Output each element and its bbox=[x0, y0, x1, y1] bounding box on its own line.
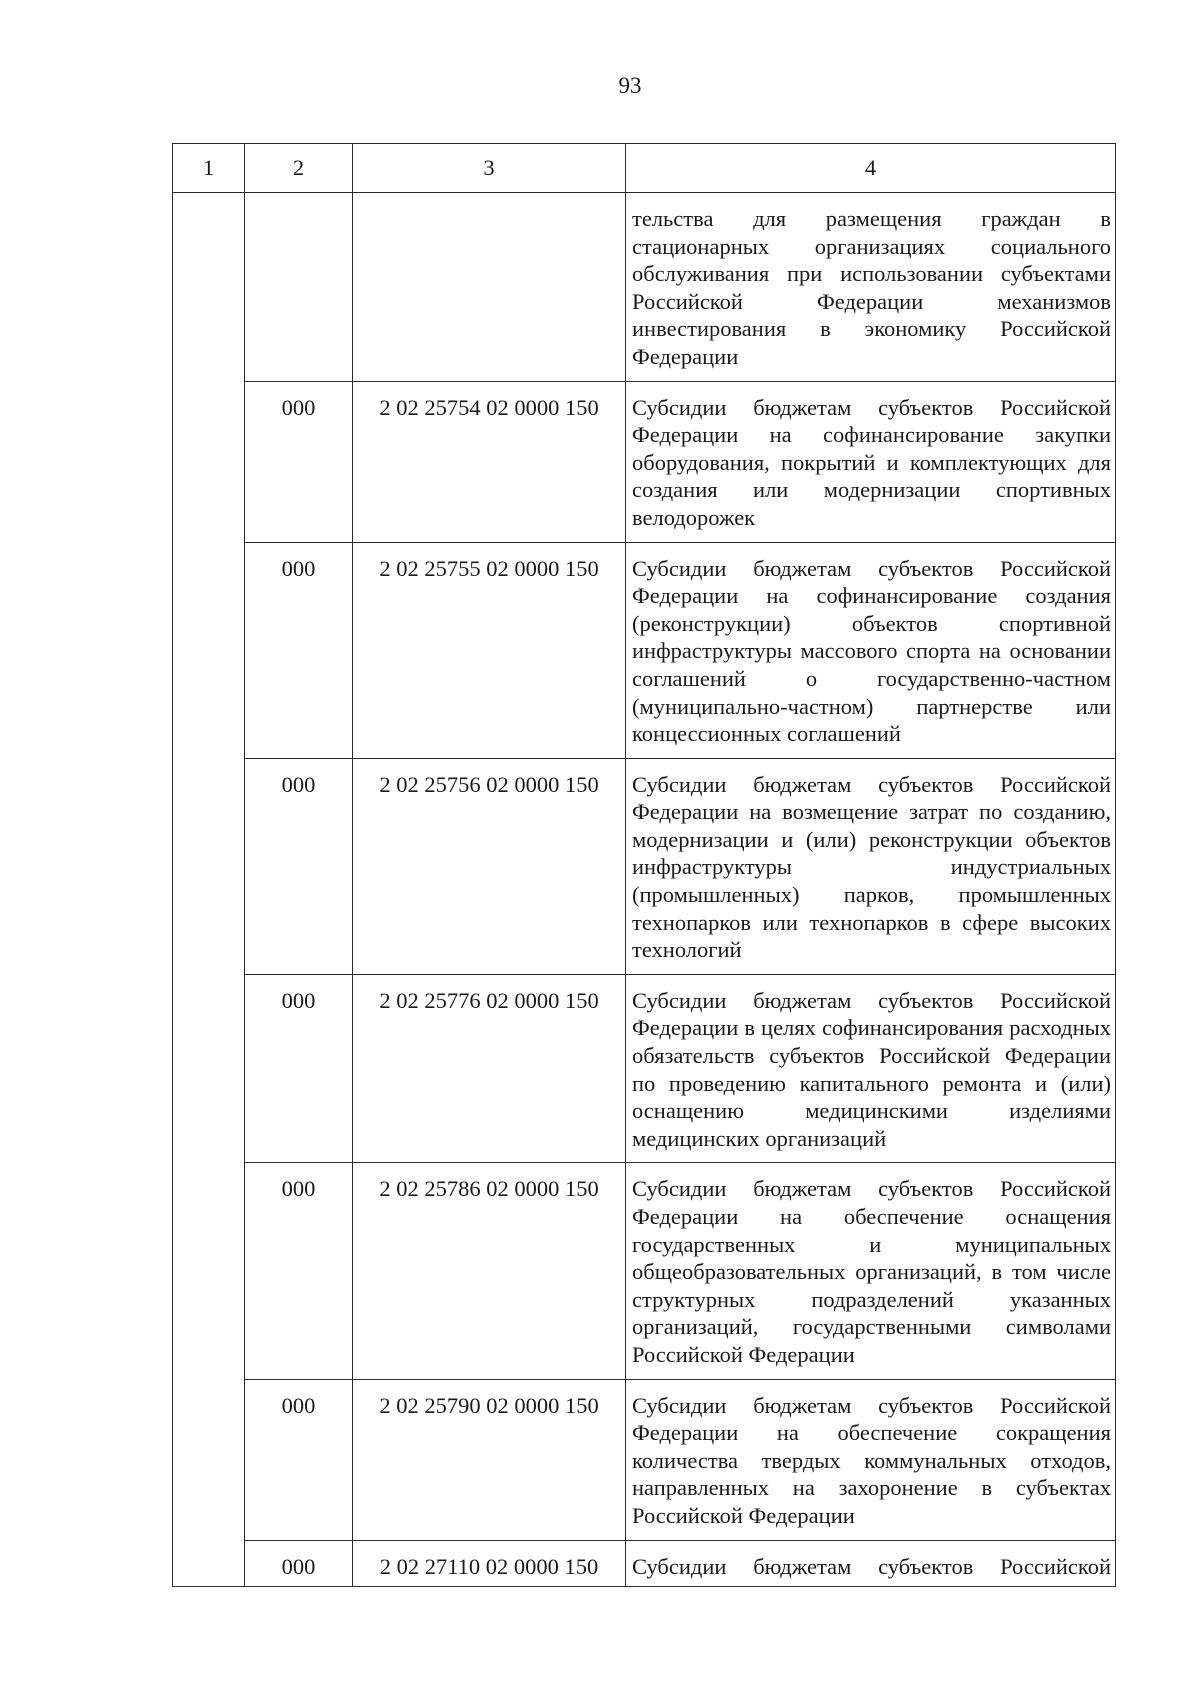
kbk-cell: 2 02 25790 02 0000 150 bbox=[353, 1379, 626, 1540]
column-number-4: 4 bbox=[626, 144, 1116, 193]
table-row bbox=[173, 542, 1116, 758]
table-row bbox=[173, 974, 1116, 1163]
code-cell: 000 bbox=[245, 758, 353, 974]
kbk-cell: 2 02 25754 02 0000 150 bbox=[353, 381, 626, 542]
code-cell: 000 bbox=[245, 381, 353, 542]
column-number-3: 3 bbox=[353, 144, 626, 193]
budget-codes-table bbox=[172, 143, 1116, 1587]
kbk-cell: 2 02 25755 02 0000 150 bbox=[353, 542, 626, 758]
code-cell: 000 bbox=[245, 1379, 353, 1540]
code-cell: 000 bbox=[245, 1540, 353, 1587]
description-cell: Субсидии бюджетам субъектов Российской Федерации на обеспечение сокращения количества твердых коммунальных отходов, направленных на захоронение в субъектах Российской Федерации bbox=[626, 1379, 1116, 1540]
code-cell: 000 bbox=[245, 974, 353, 1163]
code-cell: 000 bbox=[245, 1163, 353, 1379]
kbk-cell bbox=[353, 193, 626, 382]
description-cell: Субсидии бюджетам субъектов Российской Федерации на обеспечение оснащения государственных и муниципальных общеобразовательных организаций, в том числе структурных подразделений указанных организаций, государственными символами Российской Федерации bbox=[626, 1163, 1116, 1379]
column-number-2: 2 bbox=[245, 144, 353, 193]
table-row bbox=[173, 1163, 1116, 1379]
table-row bbox=[173, 1540, 1116, 1587]
continuation-description-cell: тельства для размещения граждан в стационарных организациях социального обслуживания при использовании субъектами Российской Федерации механизмов инвестирования в экономику Российской Федерации bbox=[626, 193, 1116, 382]
description-cell: Субсидии бюджетам субъектов Российской Федерации на софинансирование закупки оборудования, покрытий и комплектующих для создания или модернизации спортивных велодорожек bbox=[626, 381, 1116, 542]
kbk-cell: 2 02 25776 02 0000 150 bbox=[353, 974, 626, 1163]
code-cell bbox=[245, 193, 353, 382]
description-cell: Субсидии бюджетам субъектов Российской bbox=[626, 1540, 1116, 1587]
table-row bbox=[173, 758, 1116, 974]
table-header-row bbox=[173, 144, 1116, 193]
group-cell bbox=[173, 193, 245, 1587]
code-cell: 000 bbox=[245, 542, 353, 758]
table-row bbox=[173, 1379, 1116, 1540]
table-row bbox=[173, 193, 1116, 382]
kbk-cell: 2 02 25786 02 0000 150 bbox=[353, 1163, 626, 1379]
kbk-cell: 2 02 27110 02 0000 150 bbox=[353, 1540, 626, 1587]
description-cell: Субсидии бюджетам субъектов Российской Федерации на возмещение затрат по созданию, модернизации и (или) реконструкции объектов инфраструктуры индустриальных (промышленных) парков, промышленных технопарков или технопарков в сфере высоких технологий bbox=[626, 758, 1116, 974]
page-number: 93 bbox=[618, 73, 642, 98]
description-cell: Субсидии бюджетам субъектов Российской Федерации на софинансирование создания (реконструкции) объектов спортивной инфраструктуры массового спорта на основании соглашений о государственно-частном (муниципально-частном) партнерстве или концессионных соглашений bbox=[626, 542, 1116, 758]
description-cell: Субсидии бюджетам субъектов Российской Федерации в целях софинансирования расходных обязательств субъектов Российской Федерации по проведению капитального ремонта и (или) оснащению медицинскими изделиями медицинских организаций bbox=[626, 974, 1116, 1163]
table-row bbox=[173, 381, 1116, 542]
column-number-1: 1 bbox=[173, 144, 245, 193]
kbk-cell: 2 02 25756 02 0000 150 bbox=[353, 758, 626, 974]
